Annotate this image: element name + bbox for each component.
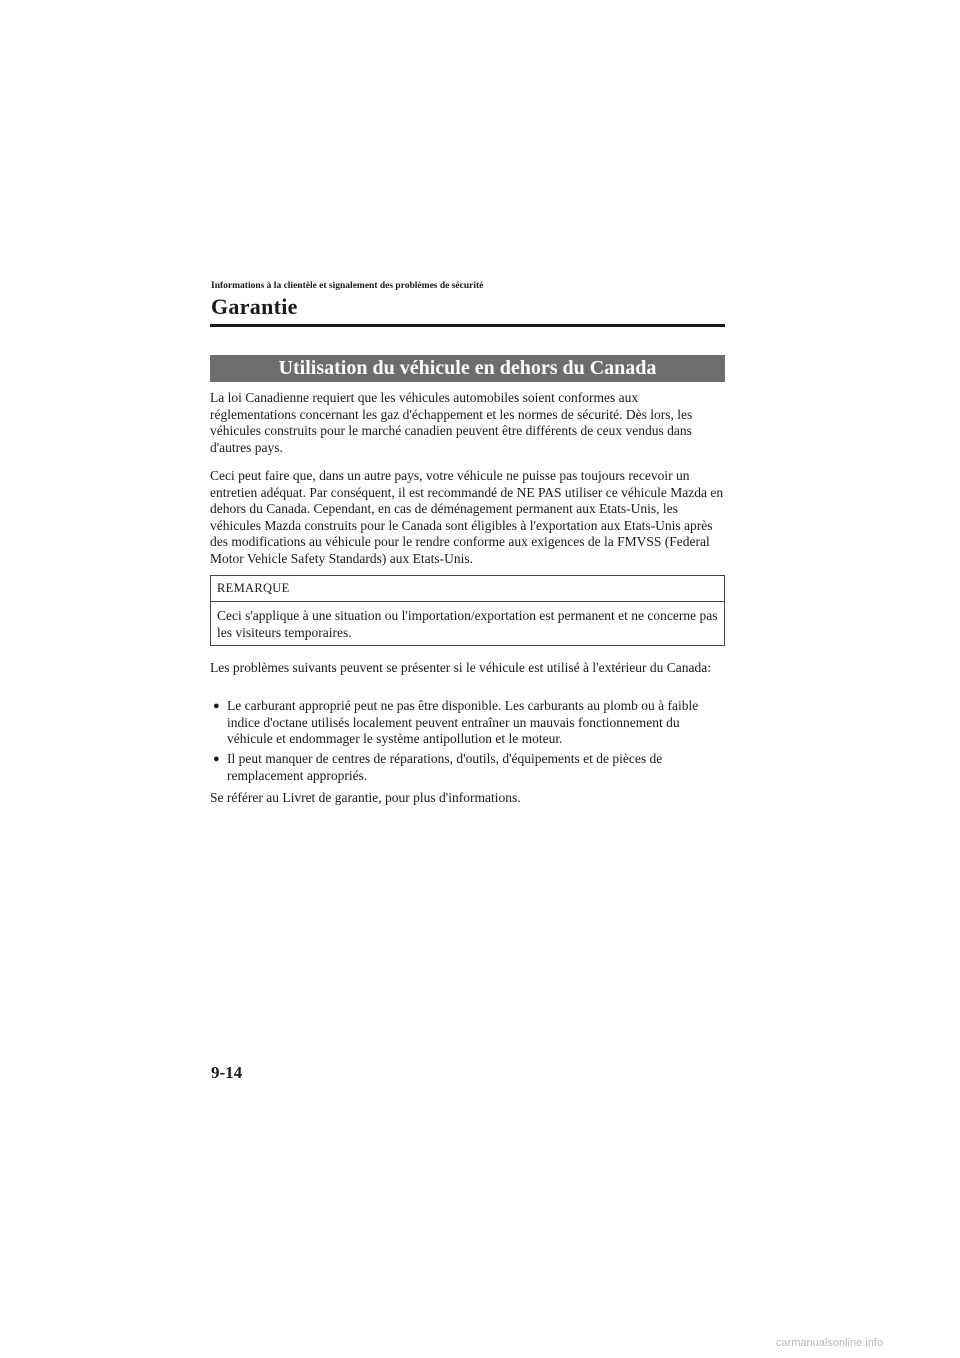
page-title: Garantie (211, 294, 298, 319)
bullet-text: Le carburant approprié peut ne pas être disponible. Les carburants au plomb ou à faible indice d'octane utilisés localement peuvent entraîner un mauvais fonctionnement du véhicule et endommager le système antipollution et le moteur. (227, 698, 699, 746)
bullet-row (210, 751, 725, 784)
section-label: Informations à la clientèle et signalement des problèmes de sécurité (211, 281, 484, 291)
page-number: 9-14 (211, 1063, 243, 1082)
note-label: REMARQUE (211, 576, 724, 602)
bullet-item-2 (210, 751, 725, 784)
bullet-dot-icon: ● (213, 700, 220, 712)
note-box (210, 575, 725, 646)
section-heading-banner: Utilisation du véhicule en dehors du Canada (210, 355, 725, 382)
bullet-row (210, 698, 725, 748)
bullet-item-1 (210, 698, 725, 748)
title-divider (210, 324, 725, 327)
bullet-dot-icon: ● (213, 753, 220, 765)
note-text: Ceci s'applique à une situation ou l'importation/exportation est permanent et ne concerne pas les visiteurs temporaires. (217, 608, 718, 640)
watermark: carmanualsonline.info (776, 1337, 884, 1349)
paragraph-1: La loi Canadienne requiert que les véhicules automobiles soient conformes aux réglementations concernant les gaz d'échappement et les normes de sécurité. Dès lors, les véhicules construits pour le marché canadien peuvent être différents de ceux vendus dans d'autres pays. (210, 390, 693, 455)
paragraph-4: Se référer au Livret de garantie, pour plus d'informations. (210, 790, 521, 805)
bullet-text: Il peut manquer de centres de réparations, d'outils, d'équipements et de pièces de remplacement appropriés. (227, 751, 663, 783)
paragraph-3: Les problèmes suivants peuvent se présenter si le véhicule est utilisé à l'extérieur du Canada: (210, 660, 712, 675)
paragraph-2: Ceci peut faire que, dans un autre pays, votre véhicule ne puisse pas toujours recevoir un entretien adéquat. Par conséquent, il est recommandé de NE PAS utiliser ce véhicule Mazda en dehors du Canada. Cependant, en cas de déménagement permanent aux Etats-Unis, les véhicules Mazda construits pour le Canada sont éligibles à l'exportation aux Etats-Unis après des modifications au véhicule pour le rendre conforme aux exigences de la FMVSS (Federal Motor Vehicle Safety Standards) aux Etats-Unis. (210, 468, 724, 566)
